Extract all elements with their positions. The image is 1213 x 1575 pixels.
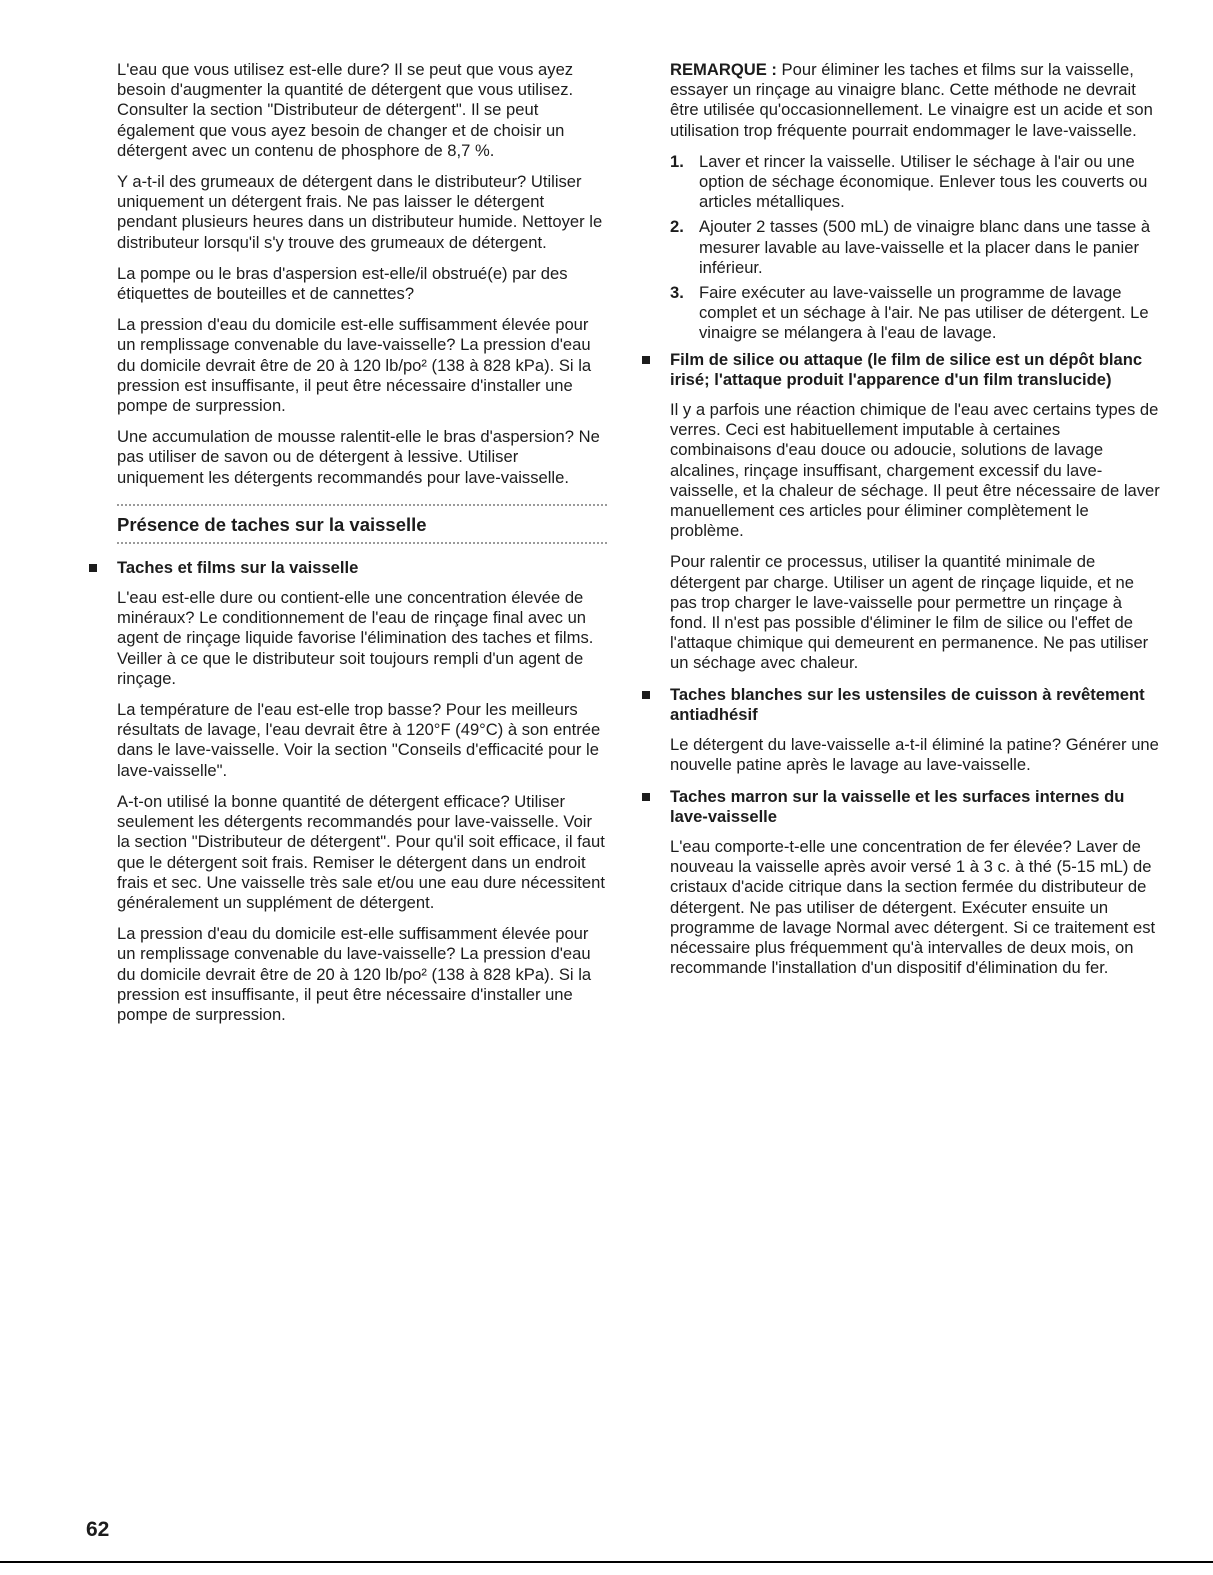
note-text: Pour éliminer les taches et films sur la vaisselle, essayer un rinçage au vinaigre blanc. Cette méthode ne devrait être utilisée qu'occasionnellement. Le vinaigre est un acide et son utilisation trop fréquente pourrait endommager le lave-vaisselle. bbox=[670, 60, 1153, 140]
page-number: 62 bbox=[86, 1518, 110, 1541]
section-title: Présence de taches sur la vaisselle bbox=[117, 513, 427, 535]
bullet-item bbox=[670, 350, 1162, 674]
bullet-paragraph: La température de l'eau est-elle trop basse? Pour les meilleurs résultats de lavage, l'eau devrait être à 120°F (49°C) à son entrée dans le lave-vaisselle. Voir la section "Conseils d'efficacité pour le lave-vaisselle". bbox=[117, 700, 601, 780]
bullet-paragraph: L'eau est-elle dure ou contient-elle une concentration élevée de minéraux? Le conditionnement de l'eau de rinçage final avec un agent de rinçage liquide favorise l'élimination des taches et films. Veiller à ce que le distributeur soit toujours rempli d'un agent de rinçage. bbox=[117, 588, 594, 688]
bullet-paragraph: Il y a parfois une réaction chimique de l'eau avec certains types de verres. Ceci est habituellement imputable à certaines combinaisons d'eau douce ou adoucie, solutions de lavage alcalines, rinçage insuffisant, chargement excessif du lave-vaisselle, et la chaleur de séchage. Il peut être nécessaire de laver manuellement ces articles pour éliminer complètement le problème. bbox=[670, 400, 1160, 541]
bullet-heading: Film de silice ou attaque (le film de silice est un dépôt blanc irisé; l'attaque produit l'apparence d'un film translucide) bbox=[670, 349, 1143, 389]
bullet-item bbox=[670, 787, 1162, 979]
step-text: Faire exécuter au lave-vaisselle un programme de lavage complet et un séchage à l'air. Ne pas utiliser de détergent. Le vinaigre se mélangera à l'eau de lavage. bbox=[699, 283, 1149, 343]
bullet-paragraph: Pour ralentir ce processus, utiliser la quantité minimale de détergent par charge. Utiliser un agent de rinçage liquide, et ne pas trop charger le lave-vaisselle pour permettre un rinçage à fond. Il n'est pas possible d'éliminer le film de silice ou l'effet de l'attaque chimique qui demeurent en permanence. Ne pas utiliser un séchage avec chaleur. bbox=[670, 552, 1149, 673]
step-number: 2. bbox=[670, 217, 684, 237]
square-bullet-icon bbox=[642, 356, 650, 364]
note-paragraph bbox=[670, 60, 1162, 141]
bullet-paragraph: A-t-on utilisé la bonne quantité de détergent efficace? Utiliser seulement les détergents recommandés pour lave-vaisselle. Voir la section "Distributeur de détergent". Pour qu'il soit efficace, il faut que le détergent soit frais. Remiser le détergent dans un endroit frais et sec. Une vaisselle très sale et/ou une eau dure nécessitent généralement un supplément de détergent. bbox=[117, 791, 605, 912]
right-column bbox=[670, 60, 1162, 989]
square-bullet-icon bbox=[642, 793, 650, 801]
intro-paragraph: Y a-t-il des grumeaux de détergent dans le distributeur? Utiliser uniquement un détergent frais. Ne pas laisser le détergent pendant plusieurs heures dans un distributeur humide. Nettoyer le distributeur lorsqu'il s'y trouve des grumeaux de détergent. bbox=[117, 172, 603, 252]
square-bullet-icon bbox=[89, 564, 97, 572]
footer-divider bbox=[0, 1561, 1213, 1563]
section-divider-top bbox=[117, 504, 607, 506]
bullet-paragraph: L'eau comporte-t-elle une concentration de fer élevée? Laver de nouveau la vaisselle après avoir versé 1 à 3 c. à thé (5-15 mL) de cristaux d'acide citrique dans la section fermée du distributeur de détergent. Ne pas utiliser de détergent. Exécuter ensuite un programme de lavage Normal avec détergent. Si ce traitement est nécessaire plus fréquemment qu'à intervalles de deux mois, on recommande l'installation d'un dispositif d'élimination du fer. bbox=[670, 836, 1156, 978]
intro-paragraph: Une accumulation de mousse ralentit-elle le bras d'aspersion? Ne pas utiliser de savon ou de détergent à lessive. Utiliser uniquement les détergents recommandés pour lave-vaisselle. bbox=[117, 427, 600, 487]
bullet-heading: Taches et films sur la vaisselle bbox=[117, 557, 359, 577]
intro-paragraph: La pression d'eau du domicile est-elle suffisamment élevée pour un remplissage convenable du lave-vaisselle? La pression d'eau du domicile devrait être de 20 à 120 lb/po² (138 à 828 kPa). Si la pression est insuffisante, il peut être nécessaire d'installer une pompe de surpression. bbox=[117, 315, 592, 416]
step-number: 1. bbox=[670, 151, 684, 171]
step-text: Laver et rincer la vaisselle. Utiliser le séchage à l'air ou une option de séchage économique. Enlever tous les couverts ou articles métalliques. bbox=[699, 151, 1148, 212]
bullet-paragraph: La pression d'eau du domicile est-elle suffisamment élevée pour un remplissage convenable du lave-vaisselle? La pression d'eau du domicile devrait être de 20 à 120 lb/po² (138 à 828 kPa). Si la pression est insuffisante, il peut être nécessaire d'installer une pompe de surpression. bbox=[117, 924, 592, 1024]
square-bullet-icon bbox=[642, 691, 650, 699]
intro-paragraph: La pompe ou le bras d'aspersion est-elle/il obstrué(e) par des étiquettes de bouteilles et de cannettes? bbox=[117, 263, 568, 304]
note-label: REMARQUE : bbox=[670, 60, 777, 79]
section-divider-bottom bbox=[117, 542, 607, 544]
bullet-paragraph: Le détergent du lave-vaisselle a-t-il éliminé la patine? Générer une nouvelle patine après le lavage au lave-vaisselle. bbox=[670, 735, 1159, 775]
step-text: Ajouter 2 tasses (500 mL) de vinaigre blanc dans une tasse à mesurer lavable au lave-vaisselle et la placer dans le panier inférieur. bbox=[699, 217, 1151, 277]
bullet-item bbox=[670, 685, 1162, 776]
step-item bbox=[670, 217, 1162, 278]
step-item bbox=[670, 152, 1162, 213]
step-number: 3. bbox=[670, 283, 684, 303]
bullet-heading: Taches blanches sur les ustensiles de cuisson à revêtement antiadhésif bbox=[670, 684, 1145, 724]
step-item bbox=[670, 283, 1162, 344]
left-column bbox=[117, 60, 607, 1036]
bullet-heading: Taches marron sur la vaisselle et les surfaces internes du lave-vaisselle bbox=[670, 786, 1125, 826]
intro-paragraph: L'eau que vous utilisez est-elle dure? Il se peut que vous ayez besoin d'augmenter la quantité de détergent que vous utilisez. Consulter la section "Distributeur de détergent". Il se peut également que vous ayez besoin de changer et de choisir un détergent avec un contenu de phosphore de 8,7 %. bbox=[117, 60, 574, 160]
bullet-item bbox=[117, 558, 607, 1025]
numbered-steps bbox=[670, 152, 1162, 344]
